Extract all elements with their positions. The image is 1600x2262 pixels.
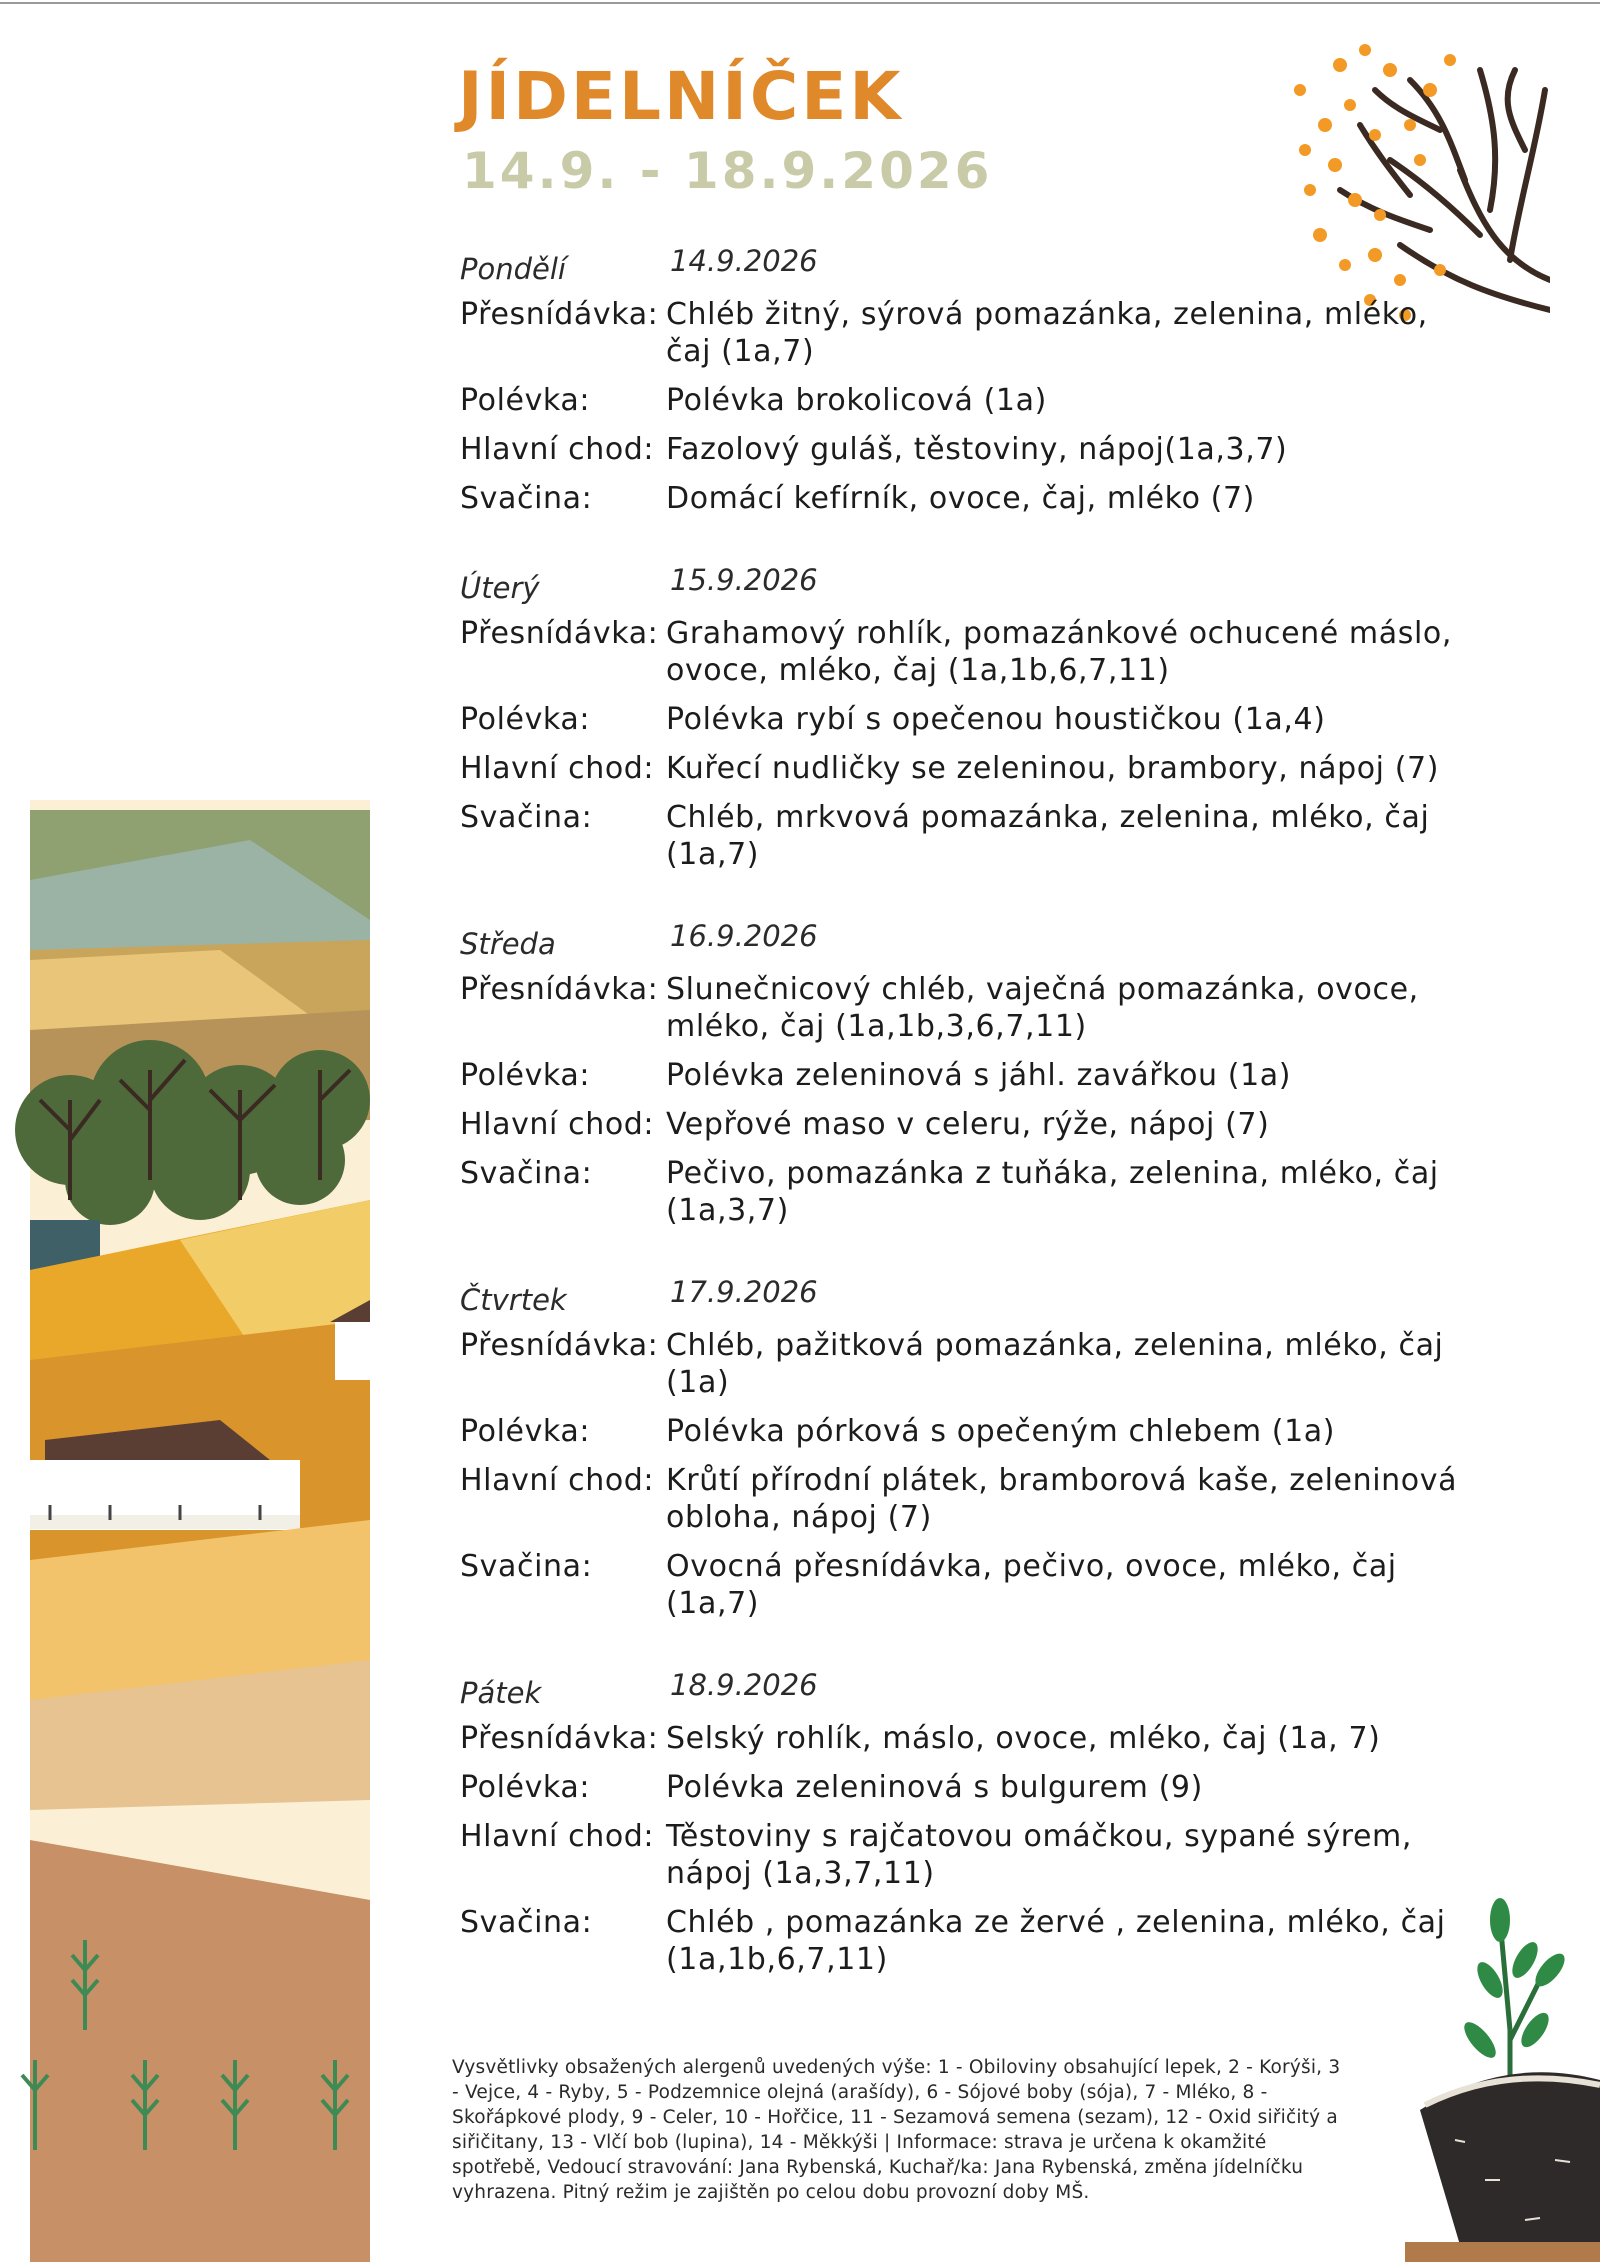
day-monday: [460, 238, 1500, 517]
page-title: JÍDELNÍČEK: [458, 58, 904, 135]
day-date: 18.9.2026: [670, 1668, 818, 1702]
meal-text: Chléb žitný, sýrová pomazánka, zelenina, mléko, čaj (1a,7): [666, 297, 1428, 369]
meal-text: Grahamový rohlík, pomazánkové ochucené máslo, ovoce, mléko, čaj (1a,1b,6,7,11): [666, 616, 1452, 688]
meal-text: Chléb , pomazánka ze žervé , zelenina, mléko, čaj (1a,1b,6,7,11): [666, 1905, 1446, 1977]
meal-label: Hlavní chod:: [460, 1463, 655, 1498]
day-header: [460, 1662, 1500, 1710]
day-name: Čtvrtek: [460, 1283, 567, 1317]
meal-label: Svačina:: [460, 481, 593, 516]
meal-text: Polévka brokolicová (1a): [666, 383, 1047, 418]
meal-label: Přesnídávka:: [460, 1721, 659, 1756]
meal-row-main: [460, 431, 1500, 468]
meal-text: Krůtí přírodní plátek, bramborová kaše, zeleninová obloha, nápoj (7): [666, 1463, 1458, 1535]
day-header: [460, 913, 1500, 961]
meal-row-soup: [460, 1769, 1500, 1806]
meal-text: Fazolový guláš, těstoviny, nápoj(1a,3,7): [666, 432, 1288, 467]
meal-row-snack-morning: [460, 615, 1500, 689]
meal-text: Polévka pórková s opečeným chlebem (1a): [666, 1414, 1336, 1449]
meal-row-soup: [460, 382, 1500, 419]
meal-label: Svačina:: [460, 1549, 593, 1584]
meal-text: Chléb, pažitková pomazánka, zelenina, mléko, čaj (1a): [666, 1328, 1444, 1400]
meal-text: Slunečnicový chléb, vaječná pomazánka, ovoce, mléko, čaj (1a,1b,3,6,7,11): [666, 972, 1419, 1044]
allergen-legend: Vysvětlivky obsažených alergenů uvedených výše: 1 - Obiloviny obsahující lepek, 2 - Korýši, 3 - Vejce, 4 - Ryby, 5 - Podzemnice olejná (arašídy), 6 - Sójové boby (sója), 7 - Mléko, 8 - Skořápkové plody, 9 - Celer, 10 - Hořčice, 11 - Sezamová semena (sezam), 12 - Oxid siřičitý a siřičitany, 13 - Vlčí bob (lupina), 14 - Měkkýši | Informace: strava je určena k okamžité spotřebě, Vedoucí stravování: Jana Rybenská, Kuchař/ka: Jana Rybenská, změna jídelníčku vyhrazena. Pitný režim je zajištěn po celou dobu provozní doby MŠ.: [452, 2056, 1341, 2203]
meal-text: Kuřecí nudličky se zeleninou, brambory, nápoj (7): [666, 751, 1440, 786]
meal-row-snack-morning: [460, 296, 1500, 370]
meal-label: Přesnídávka:: [460, 616, 659, 651]
meal-label: Svačina:: [460, 1156, 593, 1191]
week-date-range: 14.9. - 18.9.2026: [462, 142, 993, 200]
day-name: Úterý: [460, 571, 540, 605]
day-thursday: [460, 1269, 1500, 1622]
day-header: [460, 557, 1500, 605]
meal-row-snack-afternoon: [460, 1548, 1500, 1622]
meal-label: Hlavní chod:: [460, 432, 655, 467]
day-date: 17.9.2026: [670, 1275, 818, 1309]
day-date: 15.9.2026: [670, 563, 818, 597]
meal-text: Ovocná přesnídávka, pečivo, ovoce, mléko, čaj (1a,7): [666, 1549, 1397, 1621]
meal-label: Přesnídávka:: [460, 1328, 659, 1363]
meal-text: Polévka zeleninová s bulgurem (9): [666, 1770, 1203, 1805]
meal-label: Polévka:: [460, 702, 591, 737]
meal-row-snack-afternoon: [460, 799, 1500, 873]
meal-label: Přesnídávka:: [460, 297, 659, 332]
meal-row-soup: [460, 1413, 1500, 1450]
meal-label: Hlavní chod:: [460, 1107, 655, 1142]
day-name: Pátek: [460, 1676, 542, 1710]
day-name: Pondělí: [460, 252, 566, 286]
meal-text: Vepřové maso v celeru, rýže, nápoj (7): [666, 1107, 1270, 1142]
meal-label: Hlavní chod:: [460, 751, 655, 786]
landscape-illustration: [0, 800, 370, 2262]
day-date: 16.9.2026: [670, 919, 818, 953]
meal-label: Svačina:: [460, 1905, 593, 1940]
meal-row-snack-afternoon: [460, 480, 1500, 517]
meal-row-snack-morning: [460, 971, 1500, 1045]
day-wednesday: [460, 913, 1500, 1229]
weekly-menu: [460, 238, 1500, 2018]
meal-label: Svačina:: [460, 800, 593, 835]
meal-row-main: [460, 1106, 1500, 1143]
meal-row-snack-morning: [460, 1720, 1500, 1757]
day-name: Středa: [460, 927, 556, 961]
scan-border-line: [0, 2, 1600, 4]
meal-row-soup: [460, 1057, 1500, 1094]
meal-row-main: [460, 750, 1500, 787]
meal-label: Hlavní chod:: [460, 1819, 655, 1854]
meal-row-snack-afternoon: [460, 1155, 1500, 1229]
meal-row-main: [460, 1818, 1500, 1892]
meal-text: Selský rohlík, máslo, ovoce, mléko, čaj (1a, 7): [666, 1721, 1381, 1756]
meal-label: Polévka:: [460, 1058, 591, 1093]
meal-text: Polévka rybí s opečenou houstičkou (1a,4): [666, 702, 1326, 737]
meal-text: Polévka zeleninová s jáhl. zavářkou (1a): [666, 1058, 1292, 1093]
meal-row-snack-morning: [460, 1327, 1500, 1401]
meal-label: Polévka:: [460, 1414, 591, 1449]
meal-text: Těstoviny s rajčatovou omáčkou, sypané sýrem, nápoj (1a,3,7,11): [666, 1819, 1412, 1891]
meal-label: Polévka:: [460, 383, 591, 418]
meal-label: Přesnídávka:: [460, 972, 659, 1007]
meal-text: Chléb, mrkvová pomazánka, zelenina, mléko, čaj (1a,7): [666, 800, 1430, 872]
meal-row-main: [460, 1462, 1500, 1536]
meal-row-snack-afternoon: [460, 1904, 1500, 1978]
day-date: 14.9.2026: [670, 244, 818, 278]
meal-text: Domácí kefírník, ovoce, čaj, mléko (7): [666, 481, 1255, 516]
meal-text: Pečivo, pomazánka z tuňáka, zelenina, mléko, čaj (1a,3,7): [666, 1156, 1439, 1228]
meal-label: Polévka:: [460, 1770, 591, 1805]
day-friday: [460, 1662, 1500, 1978]
day-header: [460, 1269, 1500, 1317]
day-header: [460, 238, 1500, 286]
meal-row-soup: [460, 701, 1500, 738]
day-tuesday: [460, 557, 1500, 873]
